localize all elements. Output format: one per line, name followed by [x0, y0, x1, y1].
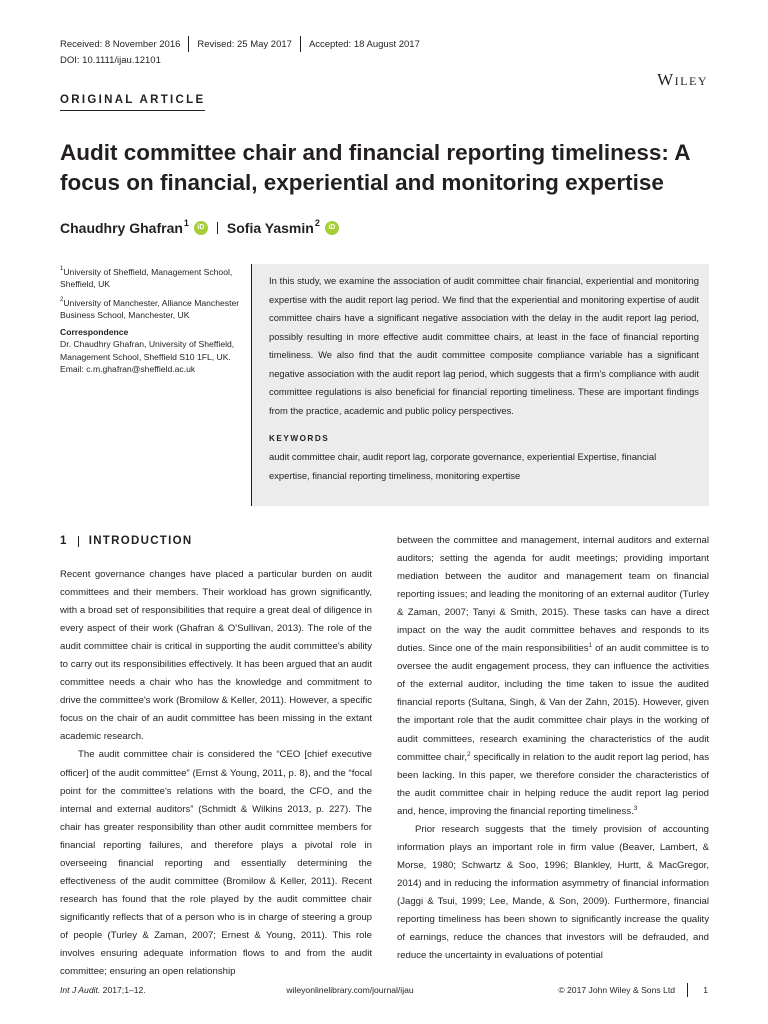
- body-paragraph: Recent governance changes have placed a particular burden on audit committees and their members. Their workload has grown significantly, with a broad set of responsibilities that require a great deal of diligence in every aspect of their work (Ghafran & O'Sullivan, 2013). The role of the audit committee chair is critical in supporting the audit committee's ability to carry out its responsibilities effectively. It has been argued that an audit committee needs a chair who has the knowledge and commitment to drive the committee's work (Bromilow & Keller, 2011). However, a specific focus on the chair of an audit committee has been missing in the extant academic research.: [60, 569, 372, 743]
- footnote-mark[interactable]: 3: [633, 804, 638, 812]
- received-date: Received: 8 November 2016: [60, 38, 181, 50]
- correspondence: [60, 326, 250, 376]
- correspondence-heading: Correspondence: [60, 326, 129, 337]
- section-title: INTRODUCTION: [88, 535, 193, 547]
- page-number: 1: [703, 985, 708, 995]
- author-list: [60, 220, 339, 236]
- author-affiliation-mark: 1: [183, 218, 189, 228]
- correspondence-address: Dr. Chaudhry Ghafran, University of Sheffield, Management School, Sheffield S10 1FL, UK.: [60, 339, 235, 362]
- journal-url[interactable]: wileyonlinelibrary.com/journal/ijau: [286, 985, 414, 995]
- orcid-icon[interactable]: iD: [194, 221, 208, 235]
- body-column-right: [397, 532, 709, 965]
- affiliations: [60, 264, 250, 376]
- divider: [78, 536, 79, 547]
- section-heading: [60, 535, 192, 547]
- body-paragraph: The audit committee chair is considered the “CEO [chief executive officer] of the audit committee” (Ernst & Young, 2011, p. 8), and the “focal point for the committee's relations with the board, the CFO, and the internal and external auditors” (Schmidt & Wilkins 2013, p. 227). The chair has greater responsibility than other audit committee members for financial reporting failures, and therefore plays a pivotal role in overseeing financial reporting and essentially determining the effectiveness of the audit committee (Bromilow & Keller, 2011). Recent research has found that the role played by the audit committee chair significantly reflects that of a person who is in charge of steering a group of people (Turley & Zaman, 2007; Ernest & Young, 2011). This role involves ensuring adequate information flows to and from the audit committee; ensuring an open relationship: [60, 749, 372, 978]
- orcid-icon[interactable]: iD: [325, 221, 339, 235]
- footnote-mark[interactable]: 2: [467, 750, 471, 758]
- author-name[interactable]: Chaudhry Ghafran: [60, 220, 183, 236]
- keywords-text: audit committee chair, audit report lag, corporate governance, experiential Expertise, financial expertise, financial reporting timeliness, monitoring expertise: [269, 451, 657, 481]
- abstract-box: [251, 264, 709, 506]
- body-paragraph: Prior research suggests that the timely provision of accounting information plays an important role in firm value (Beaver, Lambert, & Morse, 1980; Schwartz & Soo, 1996; Blankley, Hurtt, & MacGregor, 2014) and in reducing the information asymmetry of financial information (Jaggi & Tsui, 1999; Lee, Mande, & Son, 2009). Furthermore, financial reporting timeliness has been shown to significantly increase the quality of earnings, reduce the chances that investors will be defrauded, and reduce the uncertainty in evaluations of potential: [397, 823, 709, 962]
- divider: [300, 36, 301, 52]
- accepted-date: Accepted: 18 August 2017: [308, 38, 420, 50]
- divider: [217, 222, 218, 234]
- footnote-mark[interactable]: 1: [588, 642, 593, 650]
- copyright: © 2017 John Wiley & Sons Ltd: [558, 985, 675, 995]
- divider: [188, 36, 189, 52]
- article-title: Audit committee chair and financial reporting timeliness: A focus on financial, experiential and monitoring expertise: [60, 140, 690, 195]
- author-affiliation-mark: 2: [314, 218, 320, 228]
- abstract-text: In this study, we examine the association of audit committee chair financial, experiential and monitoring expertise with the audit report lag period. We find that the experiential and monitoring expertise of audit committee chairs have a significant negative association with the delay in the audit report lag period, possibly resulting in more effective audit committee chairs, at least in the face of financial reporting timeliness. We also find that the audit committee composite compliance variable has a significant negative association with the audit report lag period, which suggests that a firm's compliance with audit committee regulations is also beneficial for financial reporting timeliness. These are important findings from the practice, academic and public policy perspectives.: [269, 275, 699, 416]
- correspondence-email[interactable]: Email: c.m.ghafran@sheffield.ac.uk: [60, 364, 196, 375]
- section-number: 1: [60, 535, 68, 547]
- author-name[interactable]: Sofia Yasmin: [226, 220, 314, 236]
- journal-citation: Int J Audit. 2017;1–12.: [60, 985, 146, 995]
- body-column-left: [60, 566, 372, 981]
- affiliation: $^1$University of Sheffield, Management School, Sheffield, UK: [60, 266, 233, 290]
- divider: [687, 983, 688, 997]
- keywords-heading: KEYWORDS: [269, 434, 330, 443]
- body-paragraph: between the committee and management, internal auditors and external auditors; setting the agenda for audit meetings; providing important mediation between the auditor and management team on financial reporting issues; and leading the monitoring of an external auditor (Turley & Zaman, 2007; Tanyi & Smith, 2015). These tasks can have a direct impact on the way the audit committee behaves and responds to its duties. Since one of the main responsibilities$^1$ of an audit committee is to oversee the audit engagement process, they can influence the activities of the external auditor, including the time taken to issue the audited financial reports (Sultana, Singh, & Van der Zahn, 2015). However, given the important role that the audit committee chair plays in the working of audit committees, research examining the characteristics of the audit committee chair,$^2$ specifically in relation to the audit report lag period, has been lacking. In this paper, we therefore consider the characteristics of the audit committee chair in helping reduce the audit report lag period and, hence, improving the financial reporting timeliness.$^3$: [397, 535, 709, 817]
- doi[interactable]: DOI: 10.1111/ijau.12101: [60, 55, 161, 66]
- affiliation: $^2$University of Manchester, Alliance Manchester Business School, Manchester, UK: [60, 296, 240, 321]
- publication-dates: [60, 37, 420, 51]
- page-footer: [60, 983, 708, 997]
- publisher-logo: Wiley: [657, 70, 708, 89]
- article-type: ORIGINAL ARTICLE: [60, 94, 205, 111]
- revised-date: Revised: 25 May 2017: [197, 38, 292, 50]
